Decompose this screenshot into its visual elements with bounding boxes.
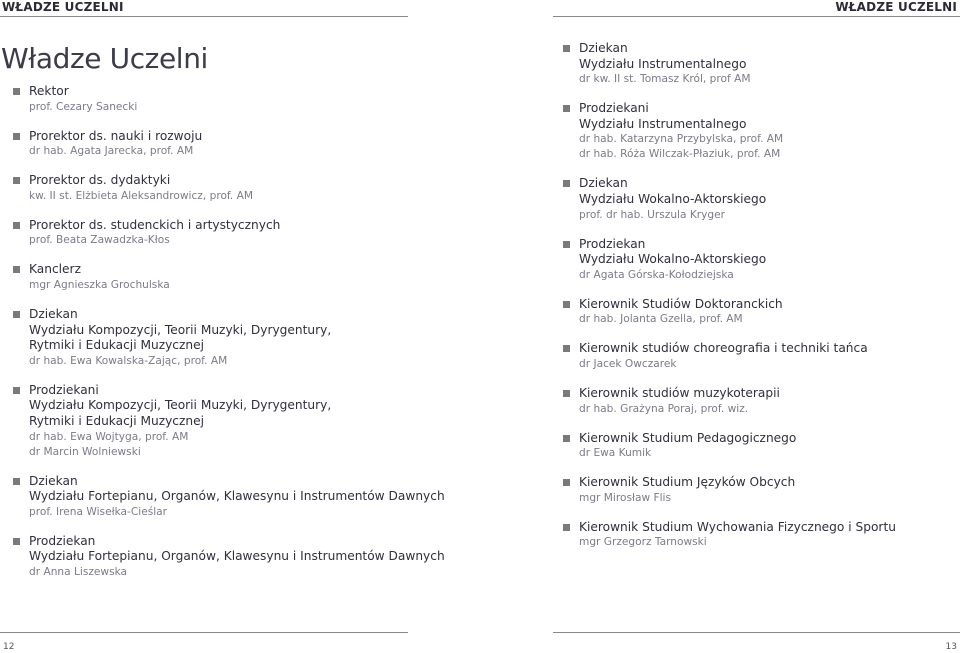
authority-entry xyxy=(13,474,463,520)
authority-entry xyxy=(13,173,463,204)
square-bullet-icon xyxy=(563,241,570,248)
page-number-left: 12 xyxy=(3,642,15,652)
authority-entry xyxy=(563,237,953,283)
running-header-left: WŁADZE UCZELNI xyxy=(2,0,124,14)
left-column xyxy=(13,84,463,580)
header-rule-left xyxy=(0,16,408,17)
footer-rule-left xyxy=(0,632,408,633)
square-bullet-icon xyxy=(563,479,570,486)
position-title: Kierownik Studium Pedagogicznego xyxy=(579,430,797,445)
footer-rule-right xyxy=(553,632,960,633)
faculty-name: Wydziału Fortepianu, Organów, Klawesynu i Instrumentów Dawnych xyxy=(29,489,445,504)
authority-entry xyxy=(13,383,463,460)
position-title: Kanclerz xyxy=(29,262,81,277)
authority-entry xyxy=(563,386,953,417)
square-bullet-icon xyxy=(13,538,20,545)
person-name: prof. dr hab. Urszula Kryger xyxy=(579,208,726,221)
person-name: dr Agata Górska-Kołodziejska xyxy=(579,268,734,281)
position-title: Kierownik studiów muzykoterapii xyxy=(579,385,780,400)
square-bullet-icon xyxy=(13,222,20,229)
person-name: prof. Cezary Sanecki xyxy=(29,100,138,113)
running-header xyxy=(0,0,960,16)
faculty-name: Wydziału Fortepianu, Organów, Klawesynu i Instrumentów Dawnych xyxy=(29,549,445,564)
person-name: dr hab. Ewa Kowalska-Zając, prof. AM xyxy=(29,354,228,367)
authority-entry xyxy=(563,341,953,372)
position-title: Dziekan xyxy=(29,306,78,321)
position-title: Dziekan xyxy=(579,176,628,191)
square-bullet-icon xyxy=(13,266,20,273)
running-header-right: WŁADZE UCZELNI xyxy=(835,0,957,14)
person-name: dr hab. Róża Wilczak-Płaziuk, prof. AM xyxy=(579,148,781,161)
faculty-name: Wydziału Kompozycji, Teorii Muzyki, Dyrygentury, xyxy=(29,322,332,337)
authority-entry xyxy=(13,307,463,369)
square-bullet-icon xyxy=(563,390,570,397)
position-title: Prorektor ds. studenckich i artystycznych xyxy=(29,217,281,232)
faculty-name: Wydziału Kompozycji, Teorii Muzyki, Dyrygentury, xyxy=(29,398,332,413)
person-name: dr kw. II st. Tomasz Król, prof AM xyxy=(579,73,751,86)
position-title: Prodziekani xyxy=(29,382,99,397)
square-bullet-icon xyxy=(563,435,570,442)
header-rule-right xyxy=(553,16,960,17)
person-name: dr hab. Ewa Wojtyga, prof. AM xyxy=(29,430,189,443)
position-title: Dziekan xyxy=(29,473,78,488)
position-title: Prodziekan xyxy=(579,236,646,251)
faculty-name: Wydziału Instrumentalnego xyxy=(579,116,747,131)
authority-entry xyxy=(13,84,463,115)
faculty-name: Rytmiki i Edukacji Muzycznej xyxy=(29,338,205,353)
person-name: dr hab. Jolanta Gzella, prof. AM xyxy=(579,313,743,326)
authority-entry xyxy=(13,218,463,249)
faculty-name: Wydziału Wokalno-Aktorskiego xyxy=(579,191,767,206)
square-bullet-icon xyxy=(13,387,20,394)
square-bullet-icon xyxy=(13,88,20,95)
page-title: Władze Uczelni xyxy=(1,42,208,75)
authority-entry xyxy=(563,475,953,506)
square-bullet-icon xyxy=(13,478,20,485)
square-bullet-icon xyxy=(563,301,570,308)
square-bullet-icon xyxy=(563,45,570,52)
position-title: Rektor xyxy=(29,84,69,98)
authority-entry xyxy=(563,101,953,162)
position-title: Prodziekan xyxy=(29,533,96,548)
person-name: dr hab. Grażyna Poraj, prof. wiz. xyxy=(579,402,749,415)
square-bullet-icon xyxy=(13,311,20,318)
authority-entry xyxy=(563,520,953,551)
square-bullet-icon xyxy=(563,524,570,531)
authority-entry xyxy=(13,129,463,160)
authority-entry xyxy=(563,431,953,462)
person-name: mgr Agnieszka Grochulska xyxy=(29,278,170,291)
position-title: Kierownik Studium Wychowania Fizycznego i Sportu xyxy=(579,519,896,534)
authority-entry xyxy=(13,534,463,580)
position-title: Kierownik Studium Języków Obcych xyxy=(579,475,796,490)
position-title: Prorektor ds. dydaktyki xyxy=(29,173,171,188)
authority-entry xyxy=(563,297,953,328)
person-name: mgr Grzegorz Tarnowski xyxy=(579,536,707,549)
square-bullet-icon xyxy=(563,105,570,112)
square-bullet-icon xyxy=(563,345,570,352)
person-name: dr Ewa Kumik xyxy=(579,447,652,460)
page-number-right: 13 xyxy=(945,642,957,652)
person-name: dr Anna Liszewska xyxy=(29,565,128,578)
position-title: Prorektor ds. nauki i rozwoju xyxy=(29,128,203,143)
square-bullet-icon xyxy=(563,180,570,187)
person-name: dr hab. Agata Jarecka, prof. AM xyxy=(29,145,194,158)
authority-entry xyxy=(13,262,463,293)
faculty-name: Rytmiki i Edukacji Muzycznej xyxy=(29,413,205,428)
person-name: dr Marcin Wolniewski xyxy=(29,445,141,458)
person-name: kw. II st. Elżbieta Aleksandrowicz, prof. AM xyxy=(29,189,254,202)
faculty-name: Wydziału Instrumentalnego xyxy=(579,56,747,71)
person-name: mgr Mirosław Flis xyxy=(579,491,672,504)
authority-entry xyxy=(563,41,953,87)
person-name: dr Jacek Owczarek xyxy=(579,357,677,370)
right-column xyxy=(563,41,953,550)
square-bullet-icon xyxy=(13,133,20,140)
position-title: Kierownik studiów choreografia i techniki tańca xyxy=(579,341,868,356)
position-title: Kierownik Studiów Doktoranckich xyxy=(579,296,783,311)
person-name: prof. Beata Zawadzka-Kłos xyxy=(29,234,170,247)
person-name: dr hab. Katarzyna Przybylska, prof. AM xyxy=(579,133,784,146)
position-title: Dziekan xyxy=(579,41,628,55)
position-title: Prodziekani xyxy=(579,101,649,116)
authority-entry xyxy=(563,176,953,222)
square-bullet-icon xyxy=(13,177,20,184)
person-name: prof. Irena Wisełka-Cieślar xyxy=(29,505,168,518)
faculty-name: Wydziału Wokalno-Aktorskiego xyxy=(579,252,767,267)
